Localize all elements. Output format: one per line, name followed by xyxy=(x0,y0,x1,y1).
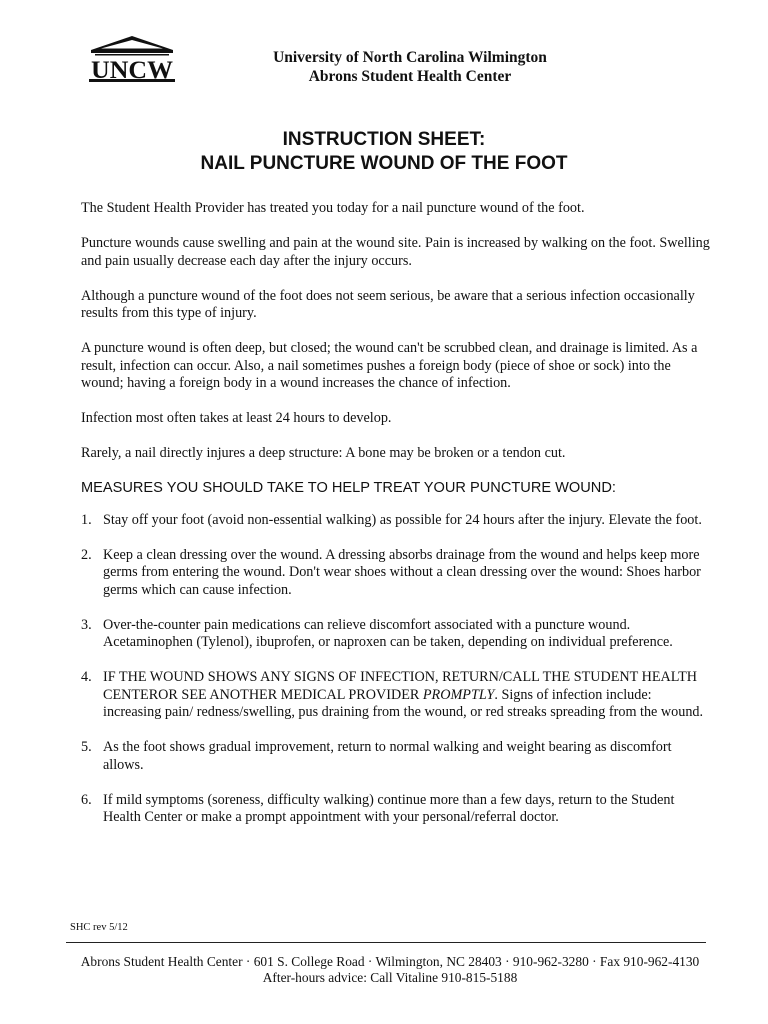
logo-text: UNCW xyxy=(91,57,173,84)
promptly-emphasis: PROMPTLY xyxy=(422,686,495,703)
paragraph: A puncture wound is often deep, but closed; the wound can't be scrubbed clean, and drainage is limited. As a result, infection can occur. Also, a nail sometimes pushes a foreign body (piece of shoe or sock) into the wound; having a foreign body in a wound increases the chance of infection. xyxy=(81,340,698,391)
list-item xyxy=(81,617,713,652)
document-body xyxy=(81,200,713,844)
document-title xyxy=(0,128,768,176)
building-icon xyxy=(87,34,177,86)
title-line-2: NAIL PUNCTURE WOUND OF THE FOOT xyxy=(200,153,568,174)
list-text: As the foot shows gradual improvement, return to normal walking and weight bearing as discomfort allows. xyxy=(103,739,672,773)
measures-list xyxy=(81,512,713,827)
title-line-1: INSTRUCTION SHEET: xyxy=(282,129,486,150)
university-name: University of North Carolina Wilmington xyxy=(273,49,547,66)
list-text: Stay off your foot (avoid non-essential walking) as possible for 24 hours after the injury. Elevate the foot. xyxy=(103,511,702,528)
list-item xyxy=(81,547,713,600)
footer-after-hours: After-hours advice: Call Vitaline 910-815-5188 xyxy=(262,970,518,985)
list-text-end: . Signs of infection include: increasing pain/ redness/swelling, pus draining from the wound, or red streaks spreading from the wound. xyxy=(103,686,704,720)
list-text: Keep a clean dressing over the wound. A dressing absorbs drainage from the wound and helps keep more germs from entering the wound. Don't wear shoes without a clean dressing over the wound: Shoes harbor germs which can cause infection. xyxy=(103,546,701,598)
list-item xyxy=(81,512,713,530)
list-number: 4. xyxy=(81,669,92,685)
paragraph: Rarely, a nail directly injures a deep structure: A bone may be broken or a tendon cut. xyxy=(81,445,566,461)
list-number: 5. xyxy=(81,739,92,755)
footer-address: Abrons Student Health Center · 601 S. College Road · Wilmington, NC 28403 · 910-962-3280 · Fax 910-962-4130 xyxy=(80,954,700,969)
list-item xyxy=(81,669,713,722)
paragraph: Infection most often takes at least 24 hours to develop. xyxy=(81,410,392,426)
revision-label: SHC rev 5/12 xyxy=(70,922,128,933)
list-number: 2. xyxy=(81,546,92,563)
list-number: 1. xyxy=(81,511,92,528)
paragraph: The Student Health Provider has treated you today for a nail puncture wound of the foot. xyxy=(81,200,585,216)
list-number: 6. xyxy=(81,791,92,808)
paragraph: Although a puncture wound of the foot does not seem serious, be aware that a serious infection occasionally results from this type of injury. xyxy=(81,287,695,321)
list-text-start: IF THE WOUND SHOWS ANY SIGNS OF INFECTION, RETURN/CALL THE STUDENT HEALTH CENTEROR SEE ANOTHER MEDICAL PROVIDER xyxy=(103,669,698,703)
uncw-logo xyxy=(87,34,177,86)
page-footer xyxy=(60,954,720,986)
list-number: 3. xyxy=(81,616,92,633)
health-center-name: Abrons Student Health Center xyxy=(308,68,512,85)
list-text xyxy=(103,669,703,720)
list-text: Over-the-counter pain medications can relieve discomfort associated with a puncture wound. Acetaminophen (Tylenol), ibuprofen, or naproxen can be taken, depending on individual preference. xyxy=(103,616,673,650)
institution-header xyxy=(180,48,640,86)
footer-divider xyxy=(66,942,706,943)
list-item xyxy=(81,792,713,827)
list-text: If mild symptoms (soreness, difficulty walking) continue more than a few days, return to the Student Health Center or make a prompt appointment with your personal/referral doctor. xyxy=(103,791,675,825)
paragraph: Puncture wounds cause swelling and pain at the wound site. Pain is increased by walking on the foot. Swelling and pain usually decrease each day after the injury occurs. xyxy=(81,235,710,269)
measures-heading: MEASURES YOU SHOULD TAKE TO HELP TREAT YOUR PUNCTURE WOUND: xyxy=(81,480,616,496)
list-item xyxy=(81,739,713,774)
